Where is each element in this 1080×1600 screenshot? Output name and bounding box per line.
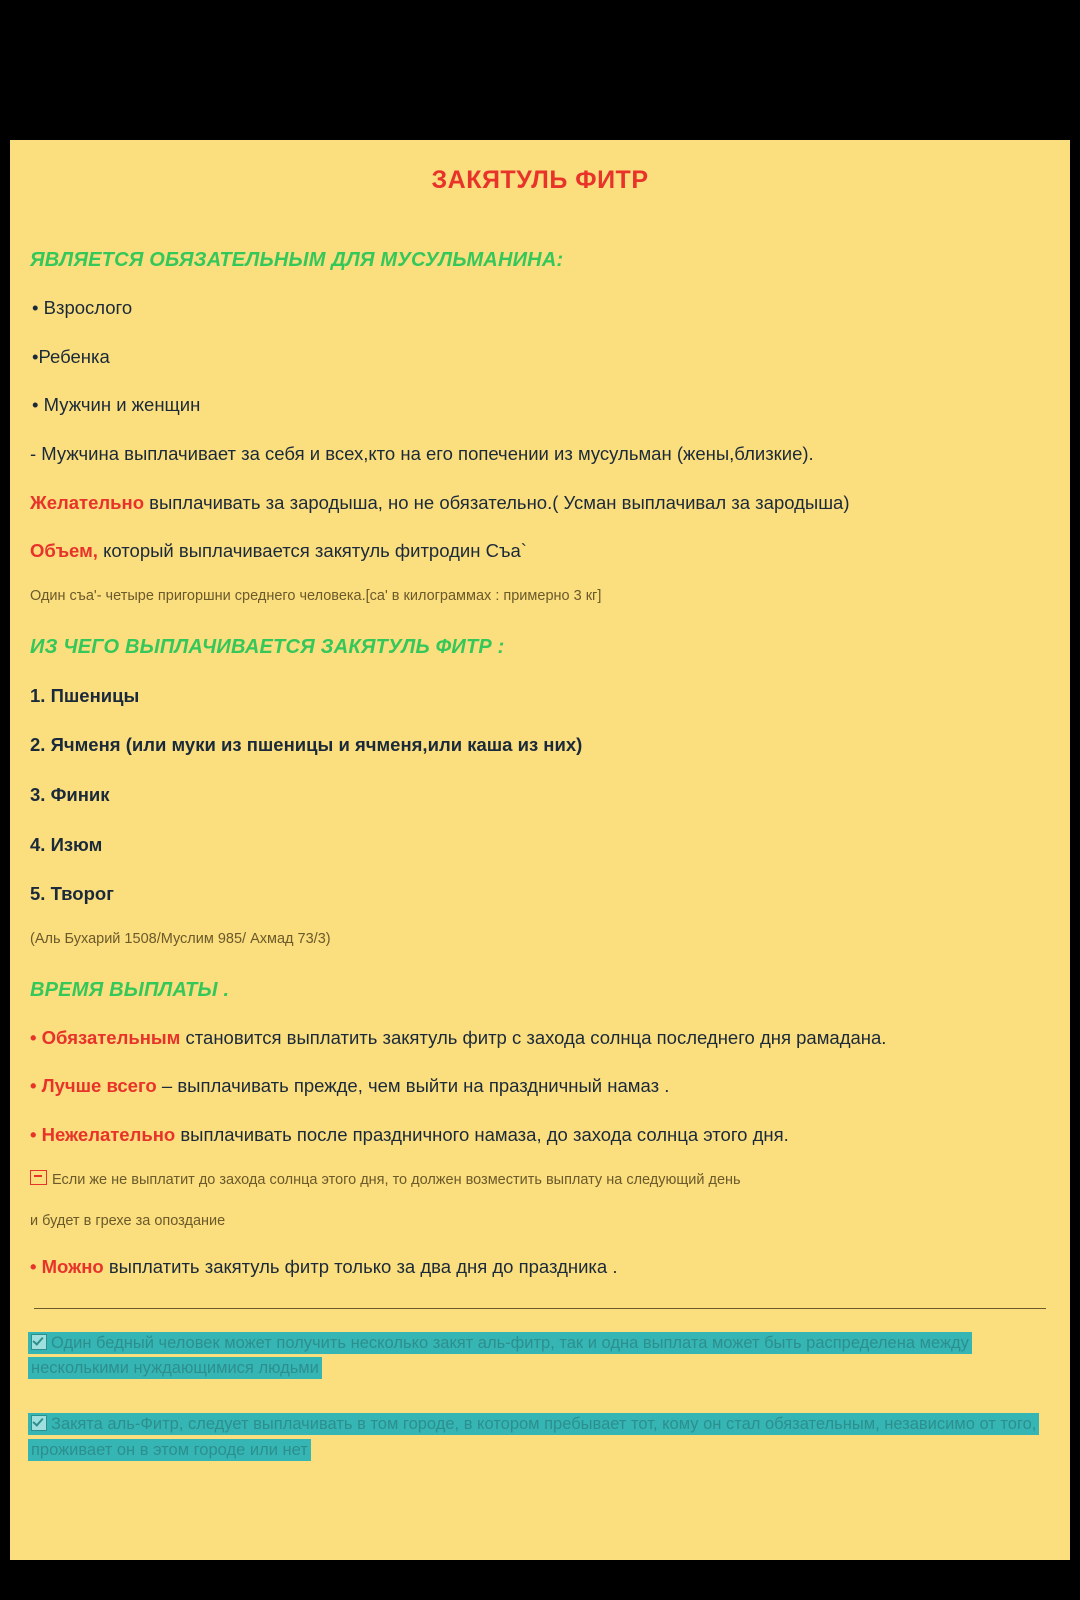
spacer	[26, 764, 1054, 780]
volume-line	[30, 537, 1054, 566]
volume-text: который выплачивается закятуль фитродин Съа`	[97, 540, 527, 562]
time-point-2-accent: Лучше всего	[41, 1075, 157, 1097]
spacer	[26, 1195, 1054, 1211]
time-note-line-1	[30, 1170, 1054, 1192]
time-point-1-accent: Обязательным	[41, 1026, 181, 1048]
list-item: • Взрослого	[32, 297, 133, 318]
time-point-3	[30, 1121, 1054, 1150]
section-heading-what: ИЗ ЧЕГО ВЫПЛАЧИВАЕТСЯ ЗАКЯТУЛЬ ФИТР :	[30, 635, 505, 658]
minus-box-icon	[30, 1170, 47, 1185]
check-box-icon	[31, 1334, 47, 1350]
spacer	[26, 714, 1054, 730]
spacer	[26, 665, 1054, 681]
time-point-3-accent: Нежелательно	[41, 1123, 176, 1145]
list-item: • Мужчин и женщин	[32, 394, 201, 416]
highlight-note-1-content	[28, 1332, 972, 1380]
time-point-3-text: выплачивать после праздничного намаза, до захода солнца этого дня.	[175, 1123, 789, 1145]
bullet-dot: •	[30, 1123, 42, 1145]
document-page	[10, 140, 1070, 1560]
bullet-dot: •	[30, 1075, 42, 1097]
spacer	[26, 913, 1054, 929]
time-point-2	[30, 1072, 1054, 1101]
desirable-line	[30, 489, 1054, 518]
spacer	[26, 278, 1054, 294]
time-point-4-accent: Можно	[41, 1256, 104, 1278]
bullet-dot: •	[30, 1026, 42, 1048]
time-note-text-1: Если же не выплатит до захода солнца этого дня, то должен возместить выплату на следующий день	[52, 1171, 741, 1188]
list-item: 4. Изюм	[30, 833, 103, 855]
time-point-2-text: – выплачивать прежде, чем выйти на праздничный намаз .	[156, 1075, 670, 1097]
volume-note: Один съа'- четыре пригоршни среднего человека.[са' в килограммах : примерно 3 кг]	[30, 588, 602, 605]
highlight-note-1-text: Один бедный человек может получить несколько закят аль-фитр, так и одна выплата может быть распределена между несколькими нуждающимися людьми	[31, 1333, 969, 1378]
bullet-dot: •	[30, 1256, 42, 1278]
highlight-note-2-text: Закята аль-Фитр, следует выплачивать в том городе, в котором пребывает тот, кому он стал обязательным, независимо от того, проживает он в этом городе или нет	[31, 1415, 1037, 1460]
highlight-note-1	[28, 1331, 1054, 1383]
desirable-text: выплачивать за зародыша, но не обязательно.( Усман выплачивал за зародыша)	[144, 491, 850, 513]
spacer	[26, 612, 1054, 636]
spacer	[26, 473, 1054, 489]
list-item: - Мужчина выплачивает за себя и всех,кто на его попечении из мусульман (жены,близкие).	[30, 443, 814, 465]
spacer	[26, 863, 1054, 879]
list-item: •Ребенка	[32, 345, 110, 367]
section-heading-obligatory: ЯВЛЯЕТСЯ ОБЯЗАТЕЛЬНЫМ ДЛЯ МУСУЛЬМАНИНА:	[30, 249, 564, 271]
list-item: 5. Творог	[30, 883, 114, 905]
spacer	[26, 1056, 1054, 1072]
spacer	[26, 327, 1054, 343]
time-note-line-2: и будет в грехе за опоздание	[30, 1213, 226, 1230]
time-point-1	[30, 1024, 1054, 1053]
page-title: ЗАКЯТУЛЬ ФИТР	[431, 166, 649, 194]
check-box-icon	[31, 1415, 47, 1431]
spacer	[26, 1237, 1054, 1253]
section-heading-time: ВРЕМЯ ВЫПЛАТЫ .	[30, 978, 230, 1001]
spacer	[26, 195, 1054, 249]
list-item: 1. Пшеницы	[30, 684, 140, 706]
time-point-1-text: становится выплатить закятуль фитр с захода солнца последнего дня рамадана.	[180, 1026, 887, 1048]
time-point-4	[30, 1253, 1054, 1282]
spacer	[26, 1008, 1054, 1024]
spacer	[26, 375, 1054, 391]
spacer	[26, 814, 1054, 830]
spacer	[26, 1105, 1054, 1121]
spacer	[26, 521, 1054, 537]
spacer	[26, 424, 1054, 440]
volume-label: Объем,	[30, 540, 98, 562]
divider	[34, 1308, 1046, 1309]
spacer	[26, 1396, 1054, 1412]
highlight-note-2-content	[28, 1413, 1039, 1461]
list-item: 2. Ячменя (или муки из пшеницы и ячменя,или каша из них)	[30, 734, 583, 756]
list-item: 3. Финик	[30, 783, 110, 805]
highlight-note-2	[28, 1412, 1054, 1464]
source-reference: (Аль Бухарий 1508/Муслим 985/ Ахмад 73/3)	[30, 930, 331, 947]
spacer	[26, 1154, 1054, 1170]
desirable-label: Желательно	[30, 491, 144, 513]
spacer	[26, 955, 1054, 979]
spacer	[26, 570, 1054, 586]
time-point-4-text: выплатить закятуль фитр только за два дня до праздника .	[103, 1256, 618, 1278]
